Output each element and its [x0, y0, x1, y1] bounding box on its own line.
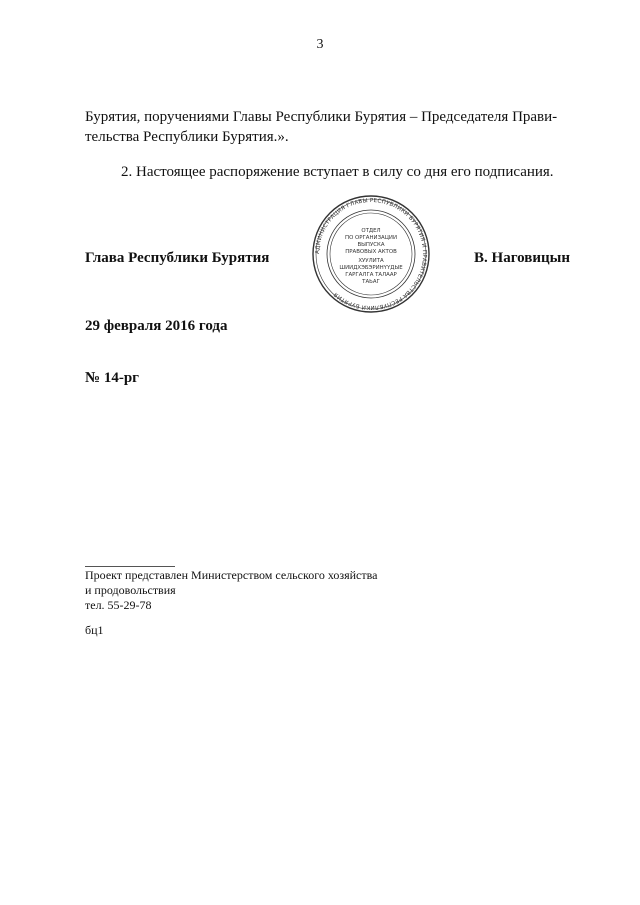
document-number: № 14-рг	[85, 370, 139, 386]
footnote-line: Проект представлен Министерством сельского хозяйства	[85, 568, 378, 582]
footnote-divider	[85, 566, 175, 567]
seal-line: ПО ОРГАНИЗАЦИИ	[345, 235, 397, 241]
seal-line: ТАЬАГ	[362, 279, 380, 285]
seal-line: ПРАВОВЫХ АКТОВ	[345, 249, 397, 255]
seal-outer-text: АДМИНИСТРАЦИЯ ГЛАВЫ РЕСПУБЛИКИ БУРЯТИЯ И ПРАВИТЕЛЬСТВА РЕСПУБЛИКИ БУРЯТИЯ	[314, 197, 428, 311]
footnote-phone: тел. 55-29-78	[85, 598, 152, 612]
signatory-position: Глава Республики Бурятия	[85, 250, 270, 266]
seal-line: ХУУЛИТА	[358, 258, 384, 264]
footnote	[85, 568, 377, 613]
signatory-name: В. Наговицын	[474, 250, 570, 266]
seal-line: ОТДЕЛ	[361, 228, 381, 234]
seal-line: ВЫПУСКА	[357, 242, 385, 248]
page-number: 3	[316, 37, 324, 52]
seal-line: ШИИДХЭБЭРИНҮҮДЫЕ	[339, 265, 403, 271]
footnote-line: и продовольствия	[85, 583, 176, 597]
paragraph-line: Бурятия, поручениями Главы Республики Бурятия – Председателя Прави-	[85, 109, 558, 125]
continuation-paragraph	[85, 107, 573, 147]
official-seal	[305, 195, 437, 313]
paragraph-line: тельства Республики Бурятия.».	[85, 129, 289, 145]
item-2-paragraph: 2. Настоящее распоряжение вступает в силу со дня его подписания.	[121, 164, 554, 180]
document-code: бц1	[85, 623, 104, 637]
seal-line: ГАРГАЛГА ТАЛААР	[345, 272, 397, 278]
document-date: 29 февраля 2016 года	[85, 318, 228, 334]
